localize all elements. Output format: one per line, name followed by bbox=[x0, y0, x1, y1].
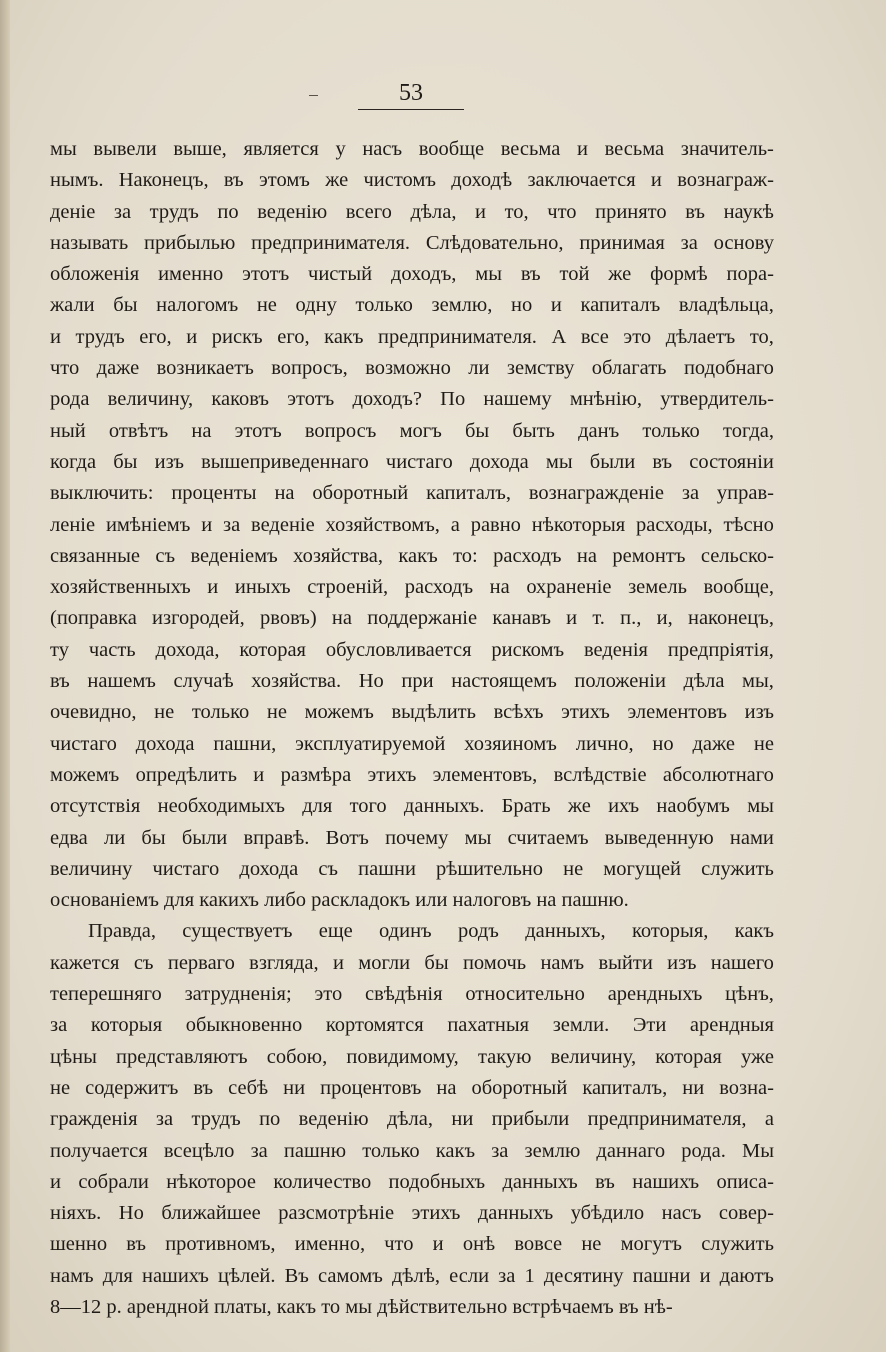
text-line: называть прибылью предпринимателя. Слѣдовательно, принимая за основу bbox=[50, 231, 774, 254]
text-line: связанные съ веденіемъ хозяйства, какъ то: расходъ на ремонтъ сельско- bbox=[50, 544, 774, 567]
text-line: и собрали нѣкоторое количество подобныхъ данныхъ въ нашихъ описа- bbox=[50, 1170, 774, 1193]
text-line: отсутствія необходимыхъ для того данныхъ. Брать же ихъ наобумъ мы bbox=[50, 795, 774, 818]
text-line: величину чистаго дохода съ пашни рѣшительно не могущей служить bbox=[50, 857, 774, 880]
text-line: мы вывели выше, является у насъ вообще весьма и весьма значитель- bbox=[50, 138, 774, 160]
text-line: за которыя обыкновенно кортомятся пахатныя земли. Эти арендныя bbox=[50, 1014, 774, 1037]
text-line: 8—12 р. арендной платы, какъ то мы дѣйствительно встрѣчаемъ въ нѣ- bbox=[50, 1295, 673, 1318]
text-line: (поправка изгородей, рвовъ) на поддержаніе канавъ и т. п., и, наконецъ, bbox=[50, 607, 774, 630]
text-line: можемъ опредѣлить и размѣра этихъ элементовъ, вслѣдствіе абсолютнаго bbox=[50, 763, 774, 786]
text-line: Правда, существуетъ еще одинъ родъ данныхъ, которыя, какъ bbox=[88, 920, 774, 943]
text-line: нымъ. Наконецъ, въ этомъ же чистомъ доходѣ заключается и вознаграж- bbox=[50, 169, 774, 192]
text-line: цѣны представляютъ собою, повидимому, такую величину, которая уже bbox=[50, 1045, 774, 1068]
text-line: шенно въ противномъ, именно, что и онѣ вовсе не могутъ служить bbox=[50, 1233, 774, 1256]
text-line: хозяйственныхъ и иныхъ строеній, расходъ на охраненіе земель вообще, bbox=[50, 576, 774, 599]
text-line: чистаго дохода пашни, эксплуатируемой хозяиномъ лично, но даже не bbox=[50, 732, 774, 755]
header-dash bbox=[309, 95, 318, 96]
text-line: очевидно, не только не можемъ выдѣлить всѣхъ этихъ элементовъ изъ bbox=[50, 701, 774, 724]
text-line: жали бы налогомъ не одну только землю, но и капиталъ владѣльца, bbox=[50, 294, 774, 317]
text-line: не содержитъ въ себѣ ни процентовъ на оборотный капиталъ, ни возна- bbox=[50, 1076, 774, 1099]
page-header bbox=[0, 78, 886, 114]
text-line: кажется съ перваго взгляда, и могли бы помочь намъ выйти изъ нашего bbox=[50, 951, 774, 974]
text-line: едва ли бы были вправѣ. Вотъ почему мы считаемъ выведенную нами bbox=[50, 826, 774, 849]
text-line: намъ для нашихъ цѣлей. Въ самомъ дѣлѣ, если за 1 десятину пашни и даютъ bbox=[50, 1264, 774, 1287]
text-line: обложенія именно этотъ чистый доходъ, мы въ той же формѣ пора- bbox=[50, 263, 774, 286]
text-line: ніяхъ. Но ближайшее разсмотрѣніе этихъ данныхъ убѣдило насъ совер- bbox=[50, 1202, 774, 1225]
text-line: когда бы изъ вышеприведеннаго чистаго дохода мы были въ состояніи bbox=[50, 450, 774, 473]
text-line: что даже возникаетъ вопросъ, возможно ли земству облагать подобнаго bbox=[50, 357, 774, 380]
text-line: рода величину, каковъ этотъ доходъ? По нашему мнѣнію, утвердитель- bbox=[50, 388, 774, 411]
text-line: теперешняго затрудненія; это свѣдѣнія относительно арендныхъ цѣнъ, bbox=[50, 983, 774, 1006]
text-line: основаніемъ для какихъ либо раскладокъ или налоговъ на пашню. bbox=[50, 889, 629, 912]
text-line: ту часть дохода, которая обусловливается рискомъ веденія предпріятія, bbox=[50, 638, 774, 661]
text-line: леніе имѣніемъ и за веденіе хозяйствомъ, а равно нѣкоторыя расходы, тѣсно bbox=[50, 513, 774, 536]
text-line: получается всецѣло за пашню только какъ за землю даннаго рода. Мы bbox=[50, 1139, 774, 1162]
text-line: деніе за трудъ по веденію всего дѣла, и то, что принято въ наукѣ bbox=[50, 200, 774, 223]
header-rule bbox=[358, 109, 464, 110]
page-number: 53 bbox=[399, 80, 423, 106]
text-line: гражденія за трудъ по веденію дѣла, ни прибыли предпринимателя, а bbox=[50, 1108, 774, 1131]
body-text bbox=[50, 134, 774, 1323]
text-line: въ нашемъ случаѣ хозяйства. Но при настоящемъ положеніи дѣла мы, bbox=[50, 670, 774, 693]
page-spine-shadow bbox=[0, 0, 10, 1352]
text-line: выключить: проценты на оборотный капиталъ, вознагражденіе за управ- bbox=[50, 482, 774, 505]
text-line: и трудъ его, и рискъ его, какъ предпринимателя. А все это дѣлаетъ то, bbox=[50, 325, 774, 348]
text-line: ный отвѣтъ на этотъ вопросъ могъ бы быть данъ только тогда, bbox=[50, 419, 774, 442]
